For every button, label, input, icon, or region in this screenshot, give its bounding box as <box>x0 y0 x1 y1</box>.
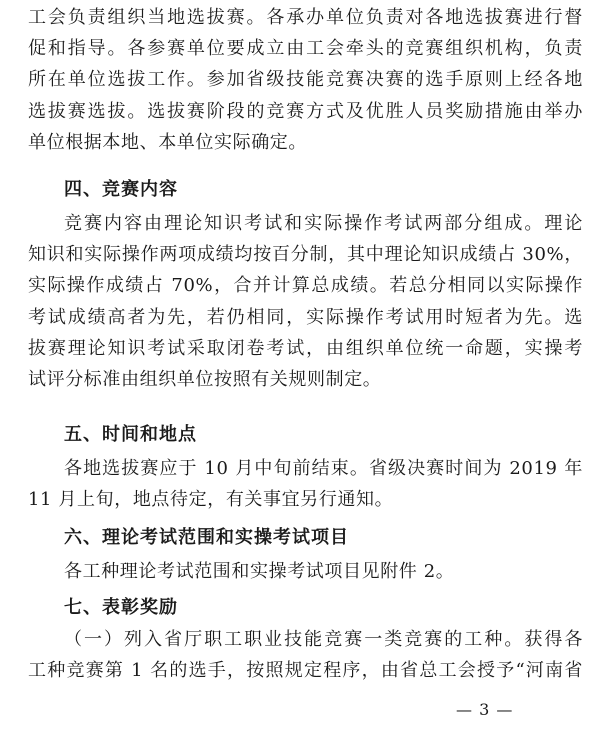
paragraph-line: 促和指导。各参赛单位要成立由工会牵头的竞赛组织机构，负责 <box>28 38 583 60</box>
section-6-paragraph <box>28 556 583 587</box>
paragraph-line: 单位根据本地、本单位实际确定。 <box>28 131 307 153</box>
paragraph-line: 各工种理论考试范围和实操考试项目见附件 2。 <box>64 561 455 582</box>
section-heading-4: 四、竞赛内容 <box>64 179 178 200</box>
section-4-paragraph <box>28 208 583 395</box>
paragraph-line: 拔赛理论知识考试采取闭卷考试，由组织单位统一命题，实操考 <box>28 337 583 359</box>
section-heading-7: 七、表彰奖励 <box>64 597 178 618</box>
paragraph-line: 试评分标准由组织单位按照有关规则制定。 <box>28 368 382 390</box>
section-heading-5: 五、时间和地点 <box>64 424 197 445</box>
section-5-paragraph <box>28 453 583 515</box>
paragraph-line: （一）列入省厅职工职业技能竞赛一类竞赛的工种。获得各 <box>64 629 583 650</box>
paragraph-line: 工会负责组织当地选拔赛。各承办单位负责对各地选拔赛进行督 <box>28 7 583 28</box>
section-heading-6: 六、理论考试范围和实操考试项目 <box>64 527 349 548</box>
paragraph-line: 选拔赛选拔。选拔赛阶段的竞赛方式及优胜人员奖励措施由举办 <box>28 100 583 122</box>
paragraph-line: 工种竞赛第 1 名的选手，按照规定程序，由省总工会授予“河南省 <box>28 660 583 682</box>
paragraph-line: 11 月上旬，地点待定，有关事宜另行通知。 <box>28 489 394 511</box>
paragraph-line: 实际操作成绩占 70%，合并计算总成绩。若总分相同以实际操作 <box>28 275 583 297</box>
intro-paragraph <box>28 2 583 158</box>
page-number: — 3 — <box>456 700 514 719</box>
paragraph-line: 考试成绩高者为先，若仍相同，实际操作考试用时短者为先。选 <box>28 306 583 328</box>
paragraph-line: 所在单位选拔工作。参加省级技能竞赛决赛的选手原则上经各地 <box>28 69 583 91</box>
paragraph-line: 各地选拔赛应于 10 月中旬前结束。省级决赛时间为 2019 年 <box>64 458 583 479</box>
paragraph-line: 知识和实际操作两项成绩均按百分制，其中理论知识成绩占 30%， <box>28 244 583 266</box>
paragraph-line: 竞赛内容由理论知识考试和实际操作考试两部分组成。理论 <box>64 213 583 234</box>
section-7-paragraph <box>28 624 583 686</box>
